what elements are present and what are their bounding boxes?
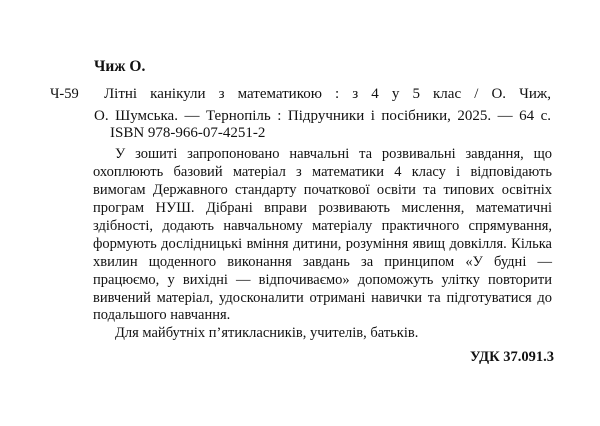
target-audience: Для майбутніх п’ятикласників, учителів, батьків. xyxy=(115,325,419,341)
annotation-line: здібності, додають навчальному матеріалу практичного спрямування, xyxy=(93,218,552,234)
annotation-line: хвилин щоденного виконання завдань за принципом «У будні — xyxy=(93,254,552,270)
bibliographic-description-line: Літні канікули з математикою : з 4 у 5 клас / О. Чиж, xyxy=(104,86,551,102)
isbn: ISBN 978-966-07-4251-2 xyxy=(110,125,266,141)
annotation-line: У зошиті запропоновано навчальні та розвивальні завдання, що xyxy=(115,146,552,162)
annotation-line: охоплюють базовий матеріал з математики 4 класу і відповідають xyxy=(93,164,552,180)
annotation-line: подальшого навчання. xyxy=(93,307,231,323)
annotation-line: працюємо, у вихідні — відпочиваємо» допоможуть улітку повторити xyxy=(93,272,552,288)
bibliographic-description-line: О. Шумська. — Тернопіль : Підручники і посібники, 2025. — 64 с. xyxy=(94,108,551,124)
author-heading: Чиж О. xyxy=(94,58,146,75)
annotation-line: програм НУШ. Дібрані вправи розвивають мислення, математичні xyxy=(93,200,552,216)
annotation-line: вимогам Державного стандарту початкової освіти та типових освітніх xyxy=(93,182,552,198)
shelf-code: Ч-59 xyxy=(50,86,79,102)
annotation-line: вивчений матеріал, удосконалити отримані навички та підготуватися до xyxy=(93,290,552,306)
annotation-line: формують дослідницькі вміння дитини, розуміння явищ довкілля. Кілька xyxy=(93,236,552,252)
udc-code: УДК 37.091.3 xyxy=(469,349,554,365)
